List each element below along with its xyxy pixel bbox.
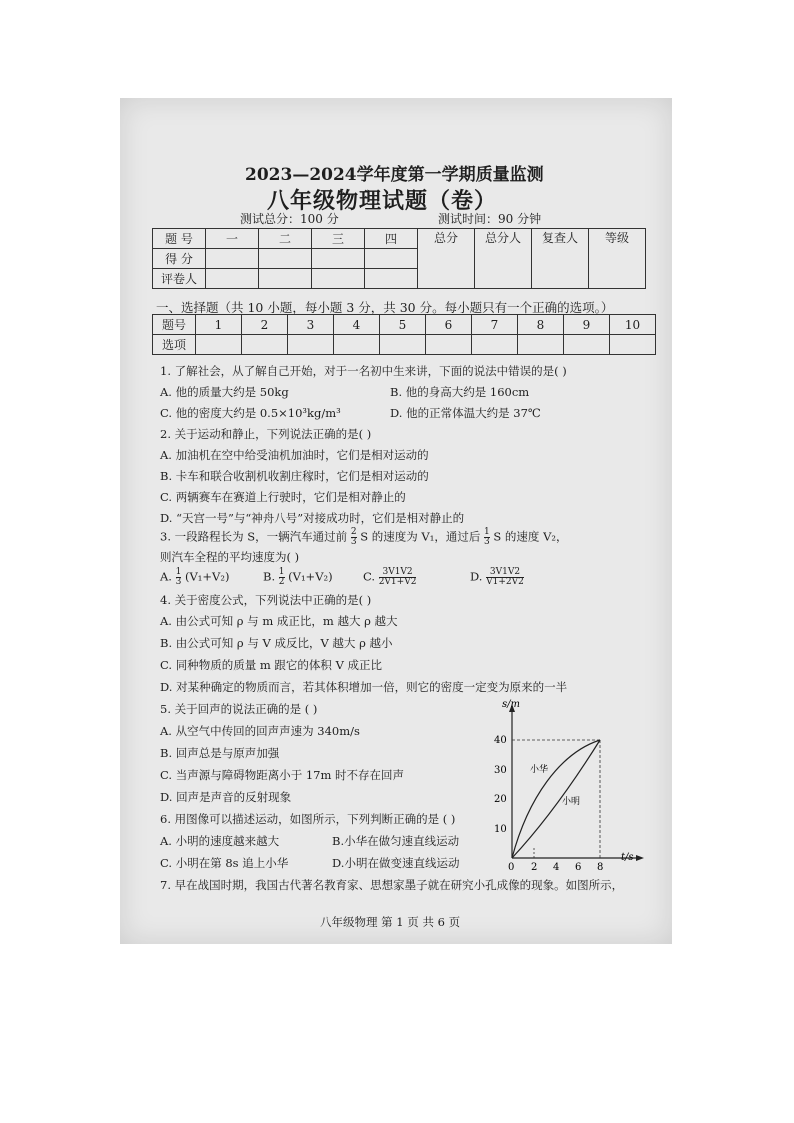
- fraction-denominator: 3: [350, 537, 357, 547]
- curve-label-xiaoming: 小明: [562, 797, 581, 807]
- q4-option-a: A. 由公式可知 ρ 与 m 成正比，m 越大 ρ 越大: [160, 614, 398, 628]
- exam-paper: [120, 98, 672, 944]
- q3-stem-part3: S 的速度 V₂，: [493, 529, 568, 544]
- x-tick-label: 2: [531, 862, 538, 873]
- q3-stem-line2: 则汽车全程的平均速度为( ): [160, 550, 300, 564]
- fraction-numerator: 3V1V2: [379, 568, 417, 578]
- q5-option-d: D. 回声是声音的反射现象: [160, 790, 292, 804]
- option-fraction: [486, 568, 524, 587]
- score-cell: [259, 249, 312, 269]
- score-table-header: 等级: [589, 229, 646, 289]
- q2-option-c: C. 两辆赛车在赛道上行驶时，它们是相对静止的: [160, 490, 406, 504]
- question-number: 7: [472, 315, 518, 335]
- answer-cell: [472, 335, 518, 355]
- fraction-denominator: 3: [483, 537, 490, 547]
- grader-cell: [259, 269, 312, 289]
- y-tick-label: 30: [494, 765, 507, 776]
- fraction-denominator: 3: [175, 577, 182, 587]
- x-tick-label: 6: [575, 862, 582, 873]
- score-row-label: 得 分: [153, 249, 206, 269]
- question-number: 4: [334, 315, 380, 335]
- option-expression: (V₁+V₂): [288, 569, 333, 584]
- question-number: 9: [564, 315, 610, 335]
- score-table-header: 题 号: [153, 229, 206, 249]
- x-axis-arrow: [636, 855, 644, 861]
- score-table-header: 二: [259, 229, 312, 249]
- option-letter: B.: [263, 569, 276, 584]
- y-tick-label: 40: [494, 735, 507, 746]
- q2-option-d: D. “天宫一号”与“神舟八号”对接成功时，它们是相对静止的: [160, 511, 465, 525]
- question-number: 10: [610, 315, 656, 335]
- curve-xiaoming: [512, 740, 600, 858]
- grader-cell: [365, 269, 418, 289]
- q1-option-d: D. 他的正常体温大约是 37℃: [390, 406, 541, 420]
- grader-cell: [312, 269, 365, 289]
- answer-cell: [380, 335, 426, 355]
- q3-fraction-last: [484, 528, 490, 547]
- fraction-numerator: 1: [483, 527, 490, 537]
- x-tick-label: 0: [508, 862, 515, 873]
- answer-cell: [518, 335, 564, 355]
- q2-option-b: B. 卡车和联合收割机收割庄稼时，它们是相对运动的: [160, 469, 429, 483]
- option-letter: C.: [363, 569, 376, 584]
- score-table-header: 总分人: [475, 229, 532, 289]
- q6-option-c: C. 小明在第 8s 追上小华: [160, 856, 289, 870]
- answer-cell: [288, 335, 334, 355]
- test-time-text: 测试时间：90 分钟: [438, 212, 542, 226]
- fraction-numerator: 1: [278, 567, 285, 577]
- q4-option-c: C. 同种物质的质量 m 跟它的体积 V 成正比: [160, 658, 383, 672]
- answer-cell: [426, 335, 472, 355]
- q1-stem: 1. 了解社会，从了解自己开始，对于一名初中生来讲，下面的说法中错误的是( ): [160, 364, 567, 378]
- answer-cell: [564, 335, 610, 355]
- answer-cell: [242, 335, 288, 355]
- q6-option-d: D.小明在做变速直线运动: [332, 856, 460, 870]
- page-footer: 八年级物理 第 1 页 共 6 页: [320, 915, 461, 929]
- question-number: 5: [380, 315, 426, 335]
- fraction-numerator: 2: [350, 527, 357, 537]
- q6-stem: 6. 用图像可以描述运动，如图所示，下列判断正确的是 ( ): [160, 812, 456, 826]
- curve-xiaohua: [512, 740, 600, 858]
- q5-option-c: C. 当声源与障碍物距离小于 17m 时不存在回声: [160, 768, 405, 782]
- answer-row-label: 选项: [153, 335, 196, 355]
- answer-cell: [196, 335, 242, 355]
- score-cell: [365, 249, 418, 269]
- grader-row-label: 评卷人: [153, 269, 206, 289]
- curve-label-xiaohua: 小华: [530, 765, 549, 775]
- score-table-header: 总分: [418, 229, 475, 289]
- q3-fraction-first: [351, 528, 357, 547]
- fraction-numerator: 1: [175, 567, 182, 577]
- q6-option-b: B.小华在做匀速直线运动: [332, 834, 460, 848]
- question-number: 1: [196, 315, 242, 335]
- exam-title-line1: 2023—2024学年度第一学期质量监测: [245, 165, 544, 185]
- q3-option-b: [263, 568, 333, 587]
- answer-table-label: 题号: [153, 315, 196, 335]
- q4-stem: 4. 关于密度公式，下列说法中正确的是( ): [160, 593, 372, 607]
- score-cell: [206, 249, 259, 269]
- q4-option-d: D. 对某种确定的物质而言，若其体积增加一倍，则它的密度一定变为原来的一半: [160, 680, 568, 694]
- y-tick-label: 20: [494, 794, 507, 805]
- section1-title: 一、选择题（共 10 小题，每小题 3 分，共 30 分。每小题只有一个正确的选项。）: [156, 300, 614, 315]
- q5-option-a: A. 从空气中传回的回声声速为 340m/s: [160, 724, 360, 738]
- answer-cell: [610, 335, 656, 355]
- score-table: [152, 228, 646, 289]
- option-fraction: [379, 568, 417, 587]
- q1-option-a: A. 他的质量大约是 50kg: [160, 385, 289, 399]
- fraction-denominator: V1+2V2: [486, 577, 524, 587]
- x-tick-label: 4: [553, 862, 560, 873]
- exam-title-line2: 八年级物理试题（卷）: [267, 188, 498, 214]
- answer-cell: [334, 335, 380, 355]
- fraction-numerator: 3V1V2: [486, 568, 524, 578]
- total-score-text: 测试总分：100 分: [240, 212, 339, 226]
- score-table-header: 四: [365, 229, 418, 249]
- question-number: 3: [288, 315, 334, 335]
- score-table-header: 三: [312, 229, 365, 249]
- option-letter: A.: [160, 569, 172, 584]
- q2-option-a: A. 加油机在空中给受油机加油时，它们是相对运动的: [160, 448, 429, 462]
- fraction-denominator: 2: [278, 577, 285, 587]
- q3-stem-part2: S 的速度为 V₁，通过后: [360, 529, 481, 544]
- question-number: 6: [426, 315, 472, 335]
- option-fraction: [279, 568, 285, 587]
- q4-option-b: B. 由公式可知 ρ 与 V 成反比，V 越大 ρ 越小: [160, 636, 393, 650]
- question-number: 8: [518, 315, 564, 335]
- option-letter: D.: [470, 569, 483, 584]
- q3-option-d: [470, 568, 524, 587]
- q7-stem: 7. 早在战国时期，我国古代著名教育家、思想家墨子就在研究小孔成像的现象。如图所示，: [160, 878, 624, 892]
- score-table-header: 复查人: [532, 229, 589, 289]
- q3-option-c: [363, 568, 416, 587]
- score-cell: [312, 249, 365, 269]
- option-fraction: [176, 568, 182, 587]
- x-tick-label: 8: [597, 862, 604, 873]
- q1-option-b: B. 他的身高大约是 160cm: [390, 385, 530, 399]
- q3-option-a: [160, 568, 229, 587]
- y-tick-label: 10: [494, 824, 507, 835]
- score-table-header: 一: [206, 229, 259, 249]
- option-expression: (V₁+V₂): [185, 569, 230, 584]
- y-axis-label: s/m: [502, 699, 520, 710]
- q1-option-c: C. 他的密度大约是 0.5×10³kg/m³: [160, 406, 341, 420]
- q5-option-b: B. 回声总是与原声加强: [160, 746, 280, 760]
- q5-stem: 5. 关于回声的说法正确的是 ( ): [160, 702, 318, 716]
- q2-stem: 2. 关于运动和静止，下列说法正确的是( ): [160, 427, 372, 441]
- grader-cell: [206, 269, 259, 289]
- fraction-denominator: 2V1+V2: [378, 577, 417, 587]
- q3-stem: [160, 528, 567, 547]
- question-number: 2: [242, 315, 288, 335]
- answer-table: [152, 314, 656, 355]
- q6-option-a: A. 小明的速度越来越大: [160, 834, 280, 848]
- distance-time-graph: [490, 698, 650, 878]
- x-axis-label: t/s: [621, 852, 634, 863]
- q3-stem-part1: 3. 一段路程长为 S，一辆汽车通过前: [160, 529, 348, 544]
